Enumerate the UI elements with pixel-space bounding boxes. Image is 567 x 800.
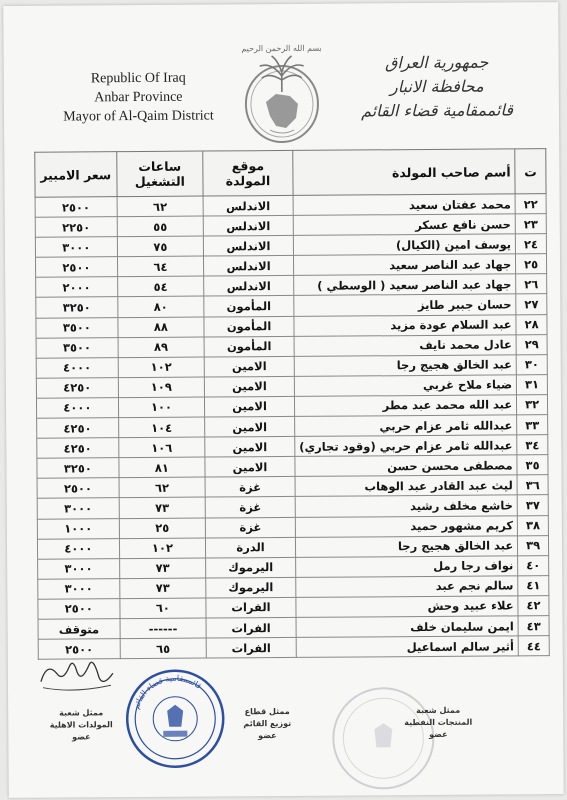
cell-name: أثير سالم اسماعيل [296, 636, 518, 658]
header-en-office: Mayor of Al-Qaim District [63, 108, 214, 125]
cell-name: ايمن سليمان خلف [296, 616, 518, 638]
cell-location: الاندلس [204, 276, 294, 297]
cell-name: ضياء ملاح غربي [294, 375, 516, 397]
cell-num: ٣٣ [517, 415, 548, 435]
cell-num: ٣٨ [517, 515, 548, 535]
cell-location: الفرات [206, 617, 296, 638]
cell-location: الاندلس [203, 216, 293, 237]
cell-price: ١٠٠٠ [37, 518, 119, 539]
cell-num: ٢٨ [516, 314, 547, 334]
cell-num: ٣٥ [517, 455, 548, 475]
cell-price: ٣٠٠٠ [37, 498, 119, 519]
cell-hours: ١٠٢ [118, 357, 205, 378]
cell-num: ٣٩ [518, 535, 549, 555]
cell-price: ٢٥٠٠ [35, 257, 117, 278]
cell-hours: ٨٠ [117, 297, 204, 318]
cell-hours: ١٠٠ [118, 397, 205, 418]
cell-name: ليث عبد القادر عبد الوهاب [295, 475, 517, 497]
cell-price: ٢٥٠٠ [35, 197, 117, 218]
cell-location: اليرموك [206, 577, 296, 598]
cell-location: الاندلس [203, 195, 293, 216]
cell-price: ٢٢٥٠ [35, 217, 117, 238]
signature-generators-rep [46, 707, 116, 743]
cell-name: علاء عبيد وحش [296, 596, 518, 618]
cell-hours: ٧٣ [119, 578, 206, 599]
cell-name: خاشع مخلف رشيد [295, 495, 517, 517]
cell-location: المأمون [204, 316, 294, 337]
cell-num: ٢٥ [516, 254, 547, 274]
cell-num: ٤٢ [518, 596, 549, 616]
cell-hours: ١٠٦ [118, 437, 205, 458]
cell-location: غزة [205, 477, 295, 498]
cell-price: ٣٢٥٠ [36, 297, 118, 318]
cell-location: الاندلس [204, 256, 294, 277]
cell-price: ٤٢٥٠ [37, 438, 119, 459]
sig-right-line3: عضو [429, 729, 448, 739]
cell-location: غزة [205, 517, 295, 538]
cell-location: المأمون [204, 336, 294, 357]
table-body [35, 194, 549, 660]
cell-price: ٤٠٠٠ [36, 398, 118, 419]
cell-location: المأمون [204, 296, 294, 317]
header-arabic [337, 50, 537, 123]
sig-right-line1: ممثل شعبة [416, 705, 461, 716]
cell-hours: ٧٣ [119, 497, 206, 518]
header-english [56, 68, 221, 126]
cell-num: ٤٣ [518, 616, 549, 636]
cell-location: الاندلس [203, 236, 293, 257]
cell-hours: ٦٤ [117, 256, 204, 277]
cell-location: اليرموك [206, 557, 296, 578]
cell-price: ٤٠٠٠ [37, 538, 119, 559]
cell-num: ٢٩ [516, 334, 547, 354]
cell-price: ٤٢٥٠ [37, 418, 119, 439]
cell-name: عبد السلام عودة مزيد [294, 314, 516, 336]
cell-location: غزة [205, 497, 295, 518]
cell-location: الفرات [206, 637, 296, 658]
cell-name: جهاد عبد الناصر سعيد [293, 254, 515, 276]
cell-num: ٣٢ [517, 395, 548, 415]
handwritten-signature [33, 647, 118, 698]
cell-location: الامين [205, 457, 295, 478]
header-en-country: Republic Of Iraq [90, 70, 186, 87]
cell-hours: ١٠٩ [118, 377, 205, 398]
cell-name: جهاد عبد الناصر سعيد ( الوسطي ) [294, 274, 516, 296]
cell-num: ٢٣ [515, 214, 546, 234]
col-header-num: ت [515, 149, 546, 194]
header-ar-province: محافظة الانبار [389, 76, 484, 97]
cell-num: ٢٤ [516, 234, 547, 254]
cell-name: حسان جبير طايز [294, 294, 516, 316]
cell-name: عبد الله محمد عبد مطر [294, 395, 516, 417]
cell-hours: ٧٣ [119, 558, 206, 579]
cell-price: ٣٢٥٠ [37, 458, 119, 479]
cell-hours: ٨١ [119, 457, 206, 478]
col-header-location: موقع المولدة [203, 150, 293, 196]
cell-price: ٢٥٠٠ [37, 478, 119, 499]
sig-left-line2: المولدات الاهلية [49, 720, 113, 730]
cell-hours: ٨٩ [118, 337, 205, 358]
document-sheet [3, 2, 564, 798]
sig-left-line3: عضو [72, 732, 91, 742]
cell-name: عبد الخالق هجيج رجا [294, 355, 516, 377]
generator-table [34, 148, 550, 660]
cell-name: سالم نجم عبد [296, 576, 518, 598]
col-header-price: سعر الامبير [35, 152, 117, 198]
cell-hours: ------ [120, 618, 207, 639]
sig-mid-line1: ممثل قطاع [244, 706, 290, 717]
signature-oil-products-rep [403, 705, 473, 741]
stamp-arc-text: قائممقامية قضاء القائم [131, 673, 204, 711]
cell-hours: ٢٥ [119, 518, 206, 539]
cell-price: ٢٠٠٠ [36, 277, 118, 298]
cell-price: ٢٥٠٠ [38, 599, 120, 620]
cell-price: ٤٠٠٠ [36, 357, 118, 378]
cell-hours: ٦٢ [117, 196, 204, 217]
cell-num: ٤١ [518, 575, 549, 595]
cell-location: الامين [204, 356, 294, 377]
cell-price: ٣٠٠٠ [38, 578, 120, 599]
sig-mid-line2: توزيع القائم [243, 718, 292, 729]
cell-hours: ٥٥ [117, 216, 204, 237]
cell-num: ٢٢ [515, 194, 546, 214]
cell-num: ٣١ [517, 375, 548, 395]
col-header-name: أسم صاحب المولدة [293, 149, 516, 196]
cell-name: محمد عفتان سعيد [293, 194, 515, 216]
cell-hours: ١٠٤ [118, 417, 205, 438]
header-en-province: Anbar Province [94, 89, 183, 106]
cell-num: ٣٤ [517, 435, 548, 455]
cell-price: ٤٢٥٠ [36, 377, 118, 398]
cell-location: الفرات [206, 597, 296, 618]
cell-price: متوقف [38, 619, 120, 640]
col-header-hours: ساعات التشغيل [116, 151, 203, 197]
cell-hours: ٦٠ [120, 598, 207, 619]
sig-mid-line3: عضو [258, 731, 277, 741]
cell-name: مصطفى محسن حسن [295, 455, 517, 477]
signature-distribution-rep [232, 706, 302, 742]
cell-num: ٢٧ [516, 294, 547, 314]
cell-price: ٣٥٠٠ [36, 337, 118, 358]
cell-hours: ٧٥ [117, 236, 204, 257]
cell-hours: ٦٢ [119, 477, 206, 498]
sig-left-line1: ممثل شعبة [59, 708, 104, 718]
sig-right-line2: المنتجات النفطية [404, 717, 473, 728]
cell-name: حسن نافع عسكر [293, 214, 515, 236]
official-stamp [123, 668, 228, 769]
cell-name: يوسف امين (الكيال) [293, 234, 515, 256]
cell-location: الامين [205, 416, 295, 437]
cell-location: الدرة [206, 537, 296, 558]
cell-location: الامين [204, 376, 294, 397]
cell-name: عبدالله ثامر عزام حربي (وقود تجاري) [295, 435, 517, 457]
cell-name: كريم مشهور حميد [295, 515, 517, 537]
cell-hours: ٨٨ [118, 317, 205, 338]
header-ar-country: جمهورية العراق [384, 52, 489, 73]
cell-location: الامين [205, 437, 295, 458]
emblem-basmala: بسم الله الرحمن الرحيم [241, 43, 322, 54]
cell-hours: ١٠٢ [119, 538, 206, 559]
cell-name: عادل محمد نايف [294, 335, 516, 357]
cell-num: ٤٤ [518, 636, 549, 656]
cell-price: ٢٥٠٠ [38, 639, 120, 660]
cell-hours: ٦٥ [120, 638, 207, 659]
cell-price: ٣٥٠٠ [36, 317, 118, 338]
cell-num: ٣٦ [517, 475, 548, 495]
cell-num: ٤٠ [518, 555, 549, 575]
cell-location: الامين [205, 396, 295, 417]
header-ar-office: قائممقامية قضاء القائم [360, 100, 513, 121]
cell-name: عبدالله ثامر عزام حربي [295, 415, 517, 437]
cell-hours: ٥٤ [117, 276, 204, 297]
cell-price: ٣٠٠٠ [38, 558, 120, 579]
cell-num: ٣٠ [516, 354, 547, 374]
cell-name: عبد الخالق هجيج رجا [295, 535, 517, 557]
table-header-row [35, 149, 546, 198]
cell-num: ٢٦ [516, 274, 547, 294]
cell-price: ٣٠٠٠ [35, 237, 117, 258]
cell-name: نواف رجا رمل [296, 556, 518, 578]
cell-num: ٣٧ [517, 495, 548, 515]
